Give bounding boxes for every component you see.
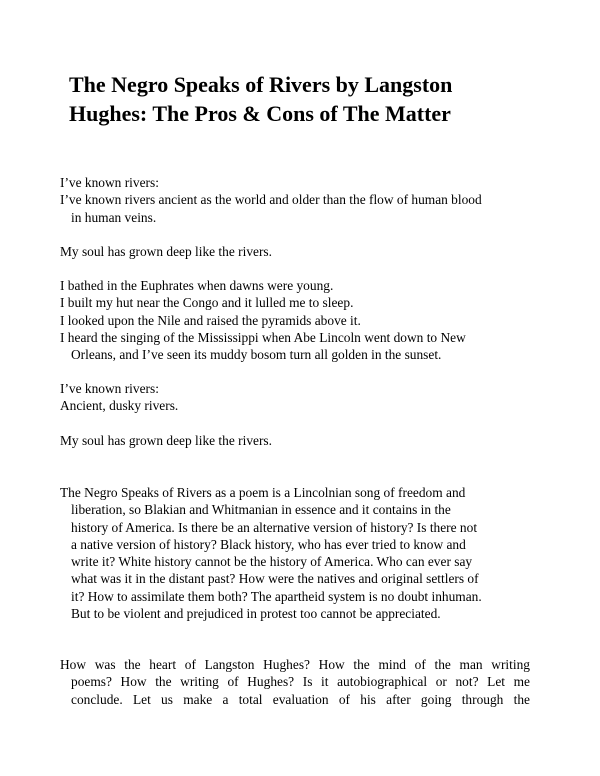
- title-line-2: Hughes: The Pros & Cons of The Matter: [69, 101, 451, 126]
- poem-line: Ancient, dusky rivers.: [60, 398, 179, 414]
- paragraph-line: But to be violent and prejudiced in protest too cannot be appreciated.: [71, 606, 441, 622]
- poem-line: I’ve known rivers:: [60, 175, 159, 190]
- paragraph-2: [60, 656, 530, 708]
- paragraph-line: what was it in the distant past? How were the natives and original settlers of: [71, 571, 479, 587]
- paragraph-line: a native version of history? Black history, who has ever tried to know and: [71, 536, 466, 552]
- poem-line: I’ve known rivers ancient as the world and older than the flow of human blood: [60, 192, 482, 208]
- paragraph-line: The Negro Speaks of Rivers as a poem is a Lincolnian song of freedom and: [60, 485, 466, 500]
- title-line-1: The Negro Speaks of Rivers by Langston: [69, 72, 453, 97]
- poem-line: Orleans, and I’ve seen its muddy bosom turn all golden in the sunset.: [71, 347, 442, 363]
- paragraph-line: it? How to assimilate them both? The apartheid system is no doubt inhuman.: [71, 588, 482, 604]
- paragraph-line: poems? How the writing of Hughes? Is it autobiographical or not? Let me: [71, 674, 530, 690]
- poem-line: My soul has grown deep like the rivers.: [60, 433, 272, 448]
- poem-stanza-4: [60, 380, 540, 415]
- poem-line: in human veins.: [71, 209, 157, 225]
- paragraph-line: conclude. Let us make a total evaluation of his after going through the: [71, 691, 530, 707]
- paragraph-1: [60, 484, 540, 622]
- poem-line: I built my hut near the Congo and it lulled me to sleep.: [60, 295, 354, 311]
- paragraph-line: liberation, so Blakian and Whitmanian in essence and it contains in the: [71, 502, 451, 518]
- document-title: [69, 70, 569, 128]
- paragraph-line: How was the heart of Langston Hughes? How the mind of the man writing: [60, 657, 530, 672]
- poem-line: I’ve known rivers:: [60, 381, 159, 396]
- paragraph-line: history of America. Is there be an alternative version of history? Is there not: [71, 519, 478, 535]
- poem-line: I looked upon the Nile and raised the pyramids above it.: [60, 312, 361, 328]
- poem-line: I bathed in the Euphrates when dawns were young.: [60, 278, 334, 293]
- poem-line: I heard the singing of the Mississippi when Abe Lincoln went down to New: [60, 329, 466, 345]
- poem-stanza-1: [60, 174, 540, 226]
- paragraph-line: write it? White history cannot be the history of America. Who can ever say: [71, 554, 473, 570]
- poem-stanza-5: [60, 432, 540, 449]
- poem-stanza-2: [60, 243, 540, 260]
- poem-line: My soul has grown deep like the rivers.: [60, 244, 272, 259]
- poem-stanza-3: [60, 277, 540, 363]
